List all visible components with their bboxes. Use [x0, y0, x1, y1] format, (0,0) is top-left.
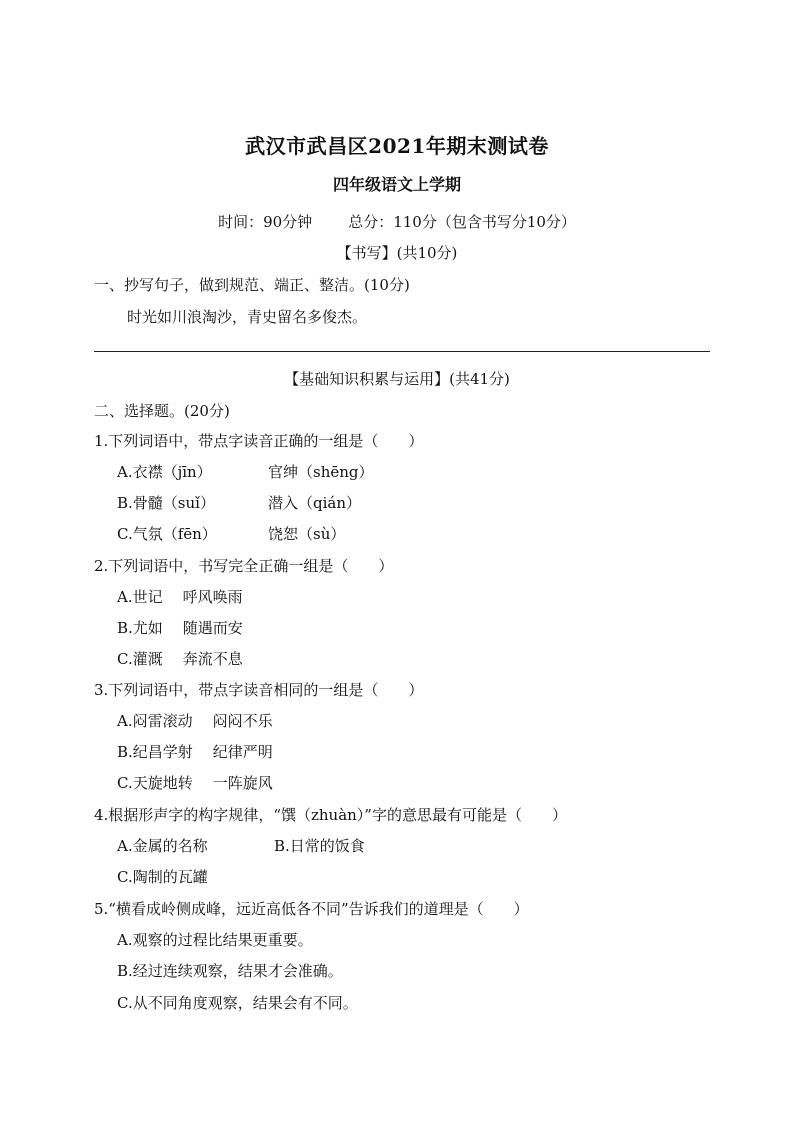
q3-option-c-phrase: 一阵旋风 [212, 774, 273, 792]
q2-option-c-word: C.灌溉 [117, 650, 163, 668]
q1-option-b-1: B.骨髓（suǐ） [117, 494, 215, 512]
q1-option-a-2: 官绅（shēng） [268, 463, 374, 481]
q5-option-b: B.经过连续观察，结果才会准确。 [117, 962, 343, 980]
q1-option-c-1: C.气氛（fēn） [117, 525, 217, 543]
q2-option-a-word: A.世记 [117, 588, 163, 606]
question-part-1: 一、抄写句子，做到规范、端正、整洁。(10分) [94, 276, 410, 294]
q4-option-b: B.日常的饭食 [274, 837, 365, 855]
q2-stem: 2.下列词语中，书写完全正确一组是（ ） [94, 557, 394, 575]
q2-option-b-word: B.尤如 [117, 619, 163, 637]
q1-option-a-1: A.衣襟（jīn） [117, 463, 212, 481]
q1-stem: 1.下列词语中，带点字读音正确的一组是（ ） [94, 432, 424, 450]
q1-option-c-2: 饶恕（sù） [268, 525, 346, 543]
q3-option-a-phrase: 闷闷不乐 [212, 712, 273, 730]
exam-time: 时间：90分钟 [218, 213, 313, 231]
q2-option-c [117, 649, 243, 669]
q5-option-a: A.观察的过程比结果更重要。 [117, 931, 313, 949]
page-subtitle: 四年级语文上学期 [332, 175, 461, 194]
q4-stem: 4.根据形声字的构字规律，“馔（zhuàn）”字的意思最有可能是（ ） [94, 806, 567, 824]
page-title: 武汉市武昌区2021年期末测试卷 [245, 134, 549, 158]
q4-option-a: A.金属的名称 [117, 837, 208, 855]
q2-option-b-phrase: 随遇而安 [182, 619, 243, 637]
basics-section-heading: 【基础知识积累与运用】(共41分) [284, 370, 510, 388]
q3-stem: 3.下列词语中，带点字读音相同的一组是（ ） [94, 681, 424, 699]
q3-option-b-word: B.纪昌学射 [117, 743, 193, 761]
q5-stem: 5.“横看成岭侧成峰，远近高低各不同”告诉我们的道理是（ ） [94, 900, 529, 918]
question-part-2: 二、选择题。(20分) [94, 402, 230, 420]
copy-sentence: 时光如川浪淘沙，青史留名多俊杰。 [127, 308, 368, 326]
q1-option-b-2: 潜入（qián） [268, 494, 362, 512]
q2-option-c-phrase: 奔流不息 [182, 650, 243, 668]
q2-option-a-phrase: 呼风唤雨 [182, 588, 243, 606]
q4-option-c: C.陶制的瓦罐 [117, 868, 208, 886]
q3-option-a [117, 711, 273, 731]
q3-option-a-word: A.闷雷滚动 [117, 712, 193, 730]
q2-option-a [117, 587, 243, 607]
q3-option-c [117, 773, 273, 793]
q3-option-b-phrase: 纪律严明 [212, 743, 273, 761]
q2-option-b [117, 618, 243, 638]
q3-option-c-word: C.天旋地转 [117, 774, 193, 792]
exam-score: 总分：110分（包含书写分10分） [348, 213, 576, 231]
exam-info [0, 212, 794, 232]
writing-section-heading: 【书写】(共10分) [336, 244, 458, 262]
section-divider [94, 351, 710, 352]
q5-option-c: C.从不同角度观察，结果会有不同。 [117, 994, 358, 1012]
q3-option-b [117, 742, 273, 762]
